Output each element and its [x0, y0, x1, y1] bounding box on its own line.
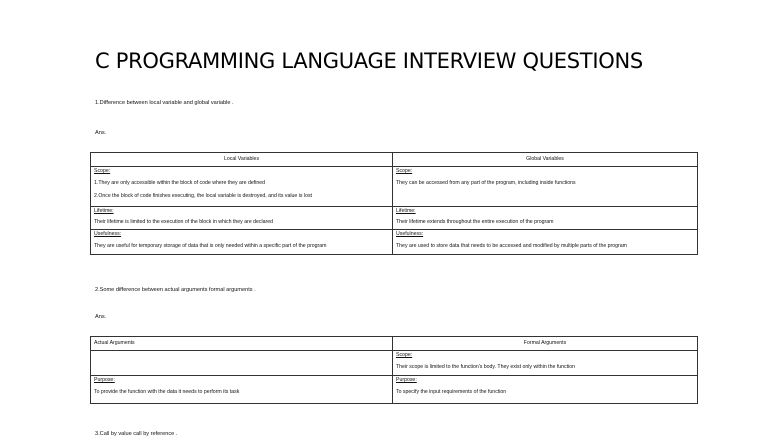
table-row — [91, 351, 698, 376]
cell-text: They are used to store data that needs to be accessed and modified by multiple parts of the program — [396, 243, 627, 250]
answer-label-1: Ans. — [95, 130, 107, 136]
cell-text: They can be accessed from any part of the program, including inside functions — [396, 180, 576, 187]
cell-label: Purpose: — [94, 377, 115, 383]
question-2: 2.Some difference between actual arguments formal arguments . — [95, 287, 256, 293]
table-cell — [91, 207, 393, 230]
table-header-row — [91, 153, 698, 167]
cell-text: Their lifetime is limited to the execution of the block in which they are declared — [94, 219, 274, 226]
cell-text: They are useful for temporary storage of data that is only needed within a specific part of the program — [94, 243, 327, 250]
answer-label-2: Ans. — [95, 314, 107, 320]
table-cell — [393, 207, 698, 230]
cell-label: Purpose: — [396, 377, 417, 383]
cell-label: Scope: — [94, 168, 111, 174]
table-cell — [393, 376, 698, 404]
cell-label: Usefulness: — [396, 231, 424, 237]
table-row — [91, 376, 698, 404]
cell-label: Usefulness: — [94, 231, 122, 237]
cell-text: 2.Once the block of code finishes executing, the local variable is destroyed, and its value is lost — [94, 193, 312, 200]
header-actual-arguments: Actual Arguments — [91, 337, 393, 351]
table-actual-vs-formal — [90, 336, 698, 404]
table-cell — [91, 351, 393, 376]
table-row — [91, 207, 698, 230]
header-formal-arguments: Formal Arguments — [393, 337, 698, 351]
header-local-variables: Local Variables — [91, 153, 393, 167]
table-cell — [393, 230, 698, 255]
table-header-row — [91, 337, 698, 351]
table-cell — [91, 376, 393, 404]
cell-label: Lifetime: — [396, 208, 416, 214]
cell-label: Scope: — [396, 352, 413, 358]
table-cell — [91, 230, 393, 255]
question-3: 3.Call by value call by reference . — [95, 431, 178, 437]
table-row — [91, 230, 698, 255]
cell-label: Lifetime: — [94, 208, 114, 214]
question-1: 1.Difference between local variable and global variable . — [95, 100, 234, 106]
cell-text: Their lifetime extends throughout the entire execution of the program — [396, 219, 554, 226]
cell-text: Their scope is limited to the function's body. They exist only within the function — [396, 364, 575, 371]
cell-text: To specify the input requirements of the function — [396, 389, 507, 396]
table-cell — [91, 167, 393, 207]
table-cell — [393, 351, 698, 376]
cell-label: Scope: — [396, 168, 413, 174]
cell-text: To provide the function with the data it needs to perform its task — [94, 389, 240, 396]
table-row — [91, 167, 698, 207]
table-cell — [393, 167, 698, 207]
page-title: C PROGRAMMING LANGUAGE INTERVIEW QUESTIONS — [95, 49, 643, 73]
header-global-variables: Global Variables — [393, 153, 698, 167]
cell-text: 1.They are only accessible within the block of code where they are defined — [94, 180, 265, 187]
table-local-vs-global — [90, 152, 698, 255]
